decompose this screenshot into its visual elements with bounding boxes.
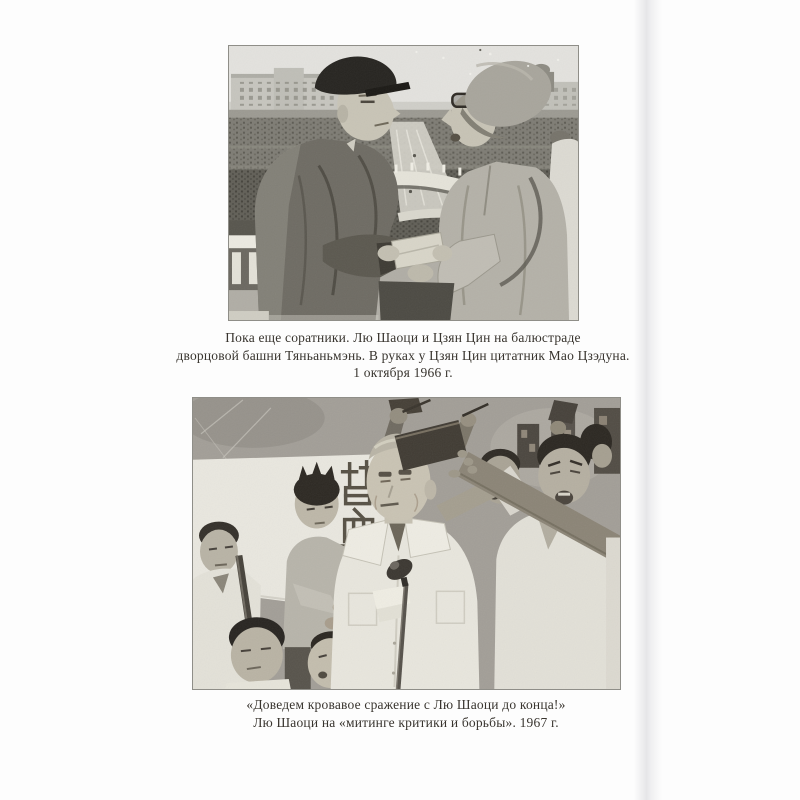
photo-bottom-struggle-session <box>192 397 621 690</box>
photo-bottom-artwork <box>193 398 620 689</box>
caption-top <box>103 329 703 382</box>
photo-top-artwork <box>229 46 578 320</box>
caption-line: Лю Шаоци на «митинге критики и борьбы». 1967 г. <box>253 714 559 730</box>
film-grain-overlay <box>193 398 620 689</box>
caption-line: Пока еще соратники. Лю Шаоци и Цзян Цин на балюстраде <box>225 330 581 345</box>
caption-line: 1 октября 1966 г. <box>353 365 453 381</box>
caption-line: дворцовой башни Тяньаньмэнь. В руках у Цзян Цин цитатник Мао Цзэдуна. <box>176 347 630 363</box>
caption-bottom <box>106 696 706 731</box>
photo-top-tiananmen-balcony <box>228 45 579 321</box>
film-grain-overlay <box>229 46 578 320</box>
page-edge-shadow <box>634 0 662 800</box>
caption-line: «Доведем кровавое сражение с Лю Шаоци до конца!» <box>246 697 566 712</box>
